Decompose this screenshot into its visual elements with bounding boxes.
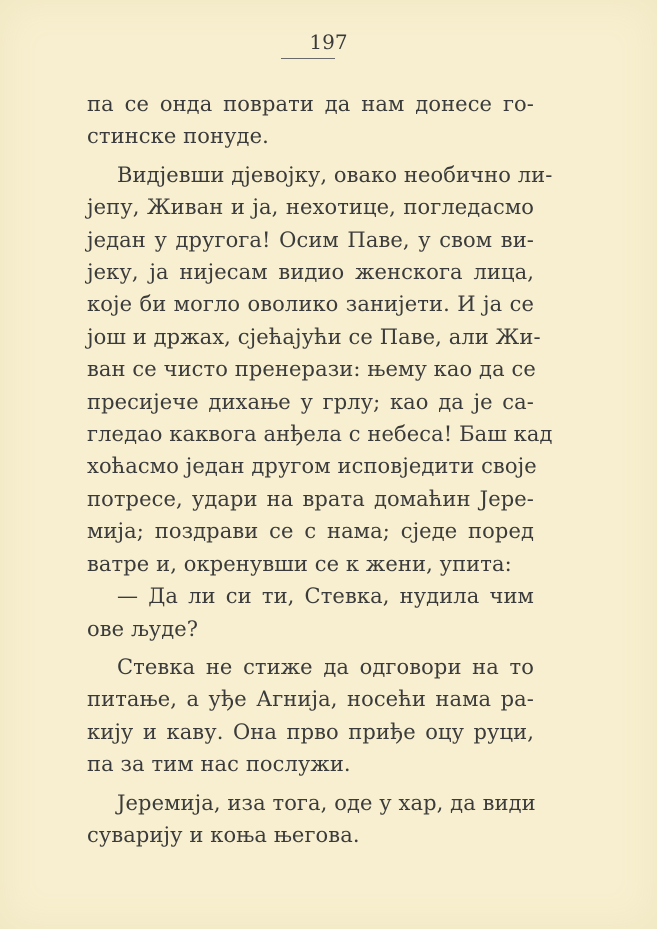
paragraph-2	[87, 159, 553, 580]
body-text	[87, 88, 553, 851]
page-number: 197	[309, 30, 348, 54]
paragraph-1	[87, 88, 534, 153]
text-line: ове људе?	[87, 616, 199, 641]
text-line: гледао каквога анђела с небеса! Баш кад	[87, 422, 553, 447]
text-line: један у другога! Осим Паве, у свом ви-	[87, 227, 534, 252]
text-line: још и држах, сјећајући се Паве, али Жи-	[87, 324, 541, 349]
text-line: потресе, удари на врата домаћин Јере-	[87, 486, 534, 511]
text-line: Видјевши дјевојку, овако необично ли-	[117, 162, 553, 187]
text-line: питање, а уђе Агнија, носећи нама ра-	[87, 687, 534, 712]
text-line: јеку, ја нијесам видио женскога лица,	[87, 260, 534, 285]
text-line: ватре и, окренувши се к жени, упита:	[87, 551, 512, 576]
text-line: стинске понуде.	[87, 124, 269, 149]
text-line: јепу, Живан и ја, нехотице, погледасмо	[87, 195, 534, 220]
paragraph-5	[87, 787, 534, 852]
text-line: кију и каву. Она прво приђе оцу руци,	[87, 719, 534, 744]
text-line: ван се чисто пренерази: њему као да се	[87, 357, 536, 382]
text-line: које би могло оволико занијети. И ја се	[87, 292, 534, 317]
text-line: Стевка не стиже да одговори на то	[117, 654, 534, 679]
paragraph-4	[87, 651, 534, 781]
text-line: суварију и коња његова.	[87, 822, 360, 847]
text-line: Јеремија, иза тога, оде у хар, да види	[117, 790, 536, 815]
text-line: хоћасмо један другом исповједити своје	[87, 454, 537, 479]
text-line: па се онда поврати да нам донесе го-	[87, 92, 534, 116]
paragraph-3	[87, 580, 534, 645]
text-line: мија; поздрави се с нама; сједе поред	[87, 519, 534, 544]
page-number-rule	[281, 58, 335, 59]
text-line: па за тим нас послужи.	[87, 752, 351, 777]
text-line: пресијече дихање у грлу; као да је са-	[87, 389, 534, 414]
text-line: — Да ли си ти, Стевка, нудила чим	[117, 584, 534, 609]
